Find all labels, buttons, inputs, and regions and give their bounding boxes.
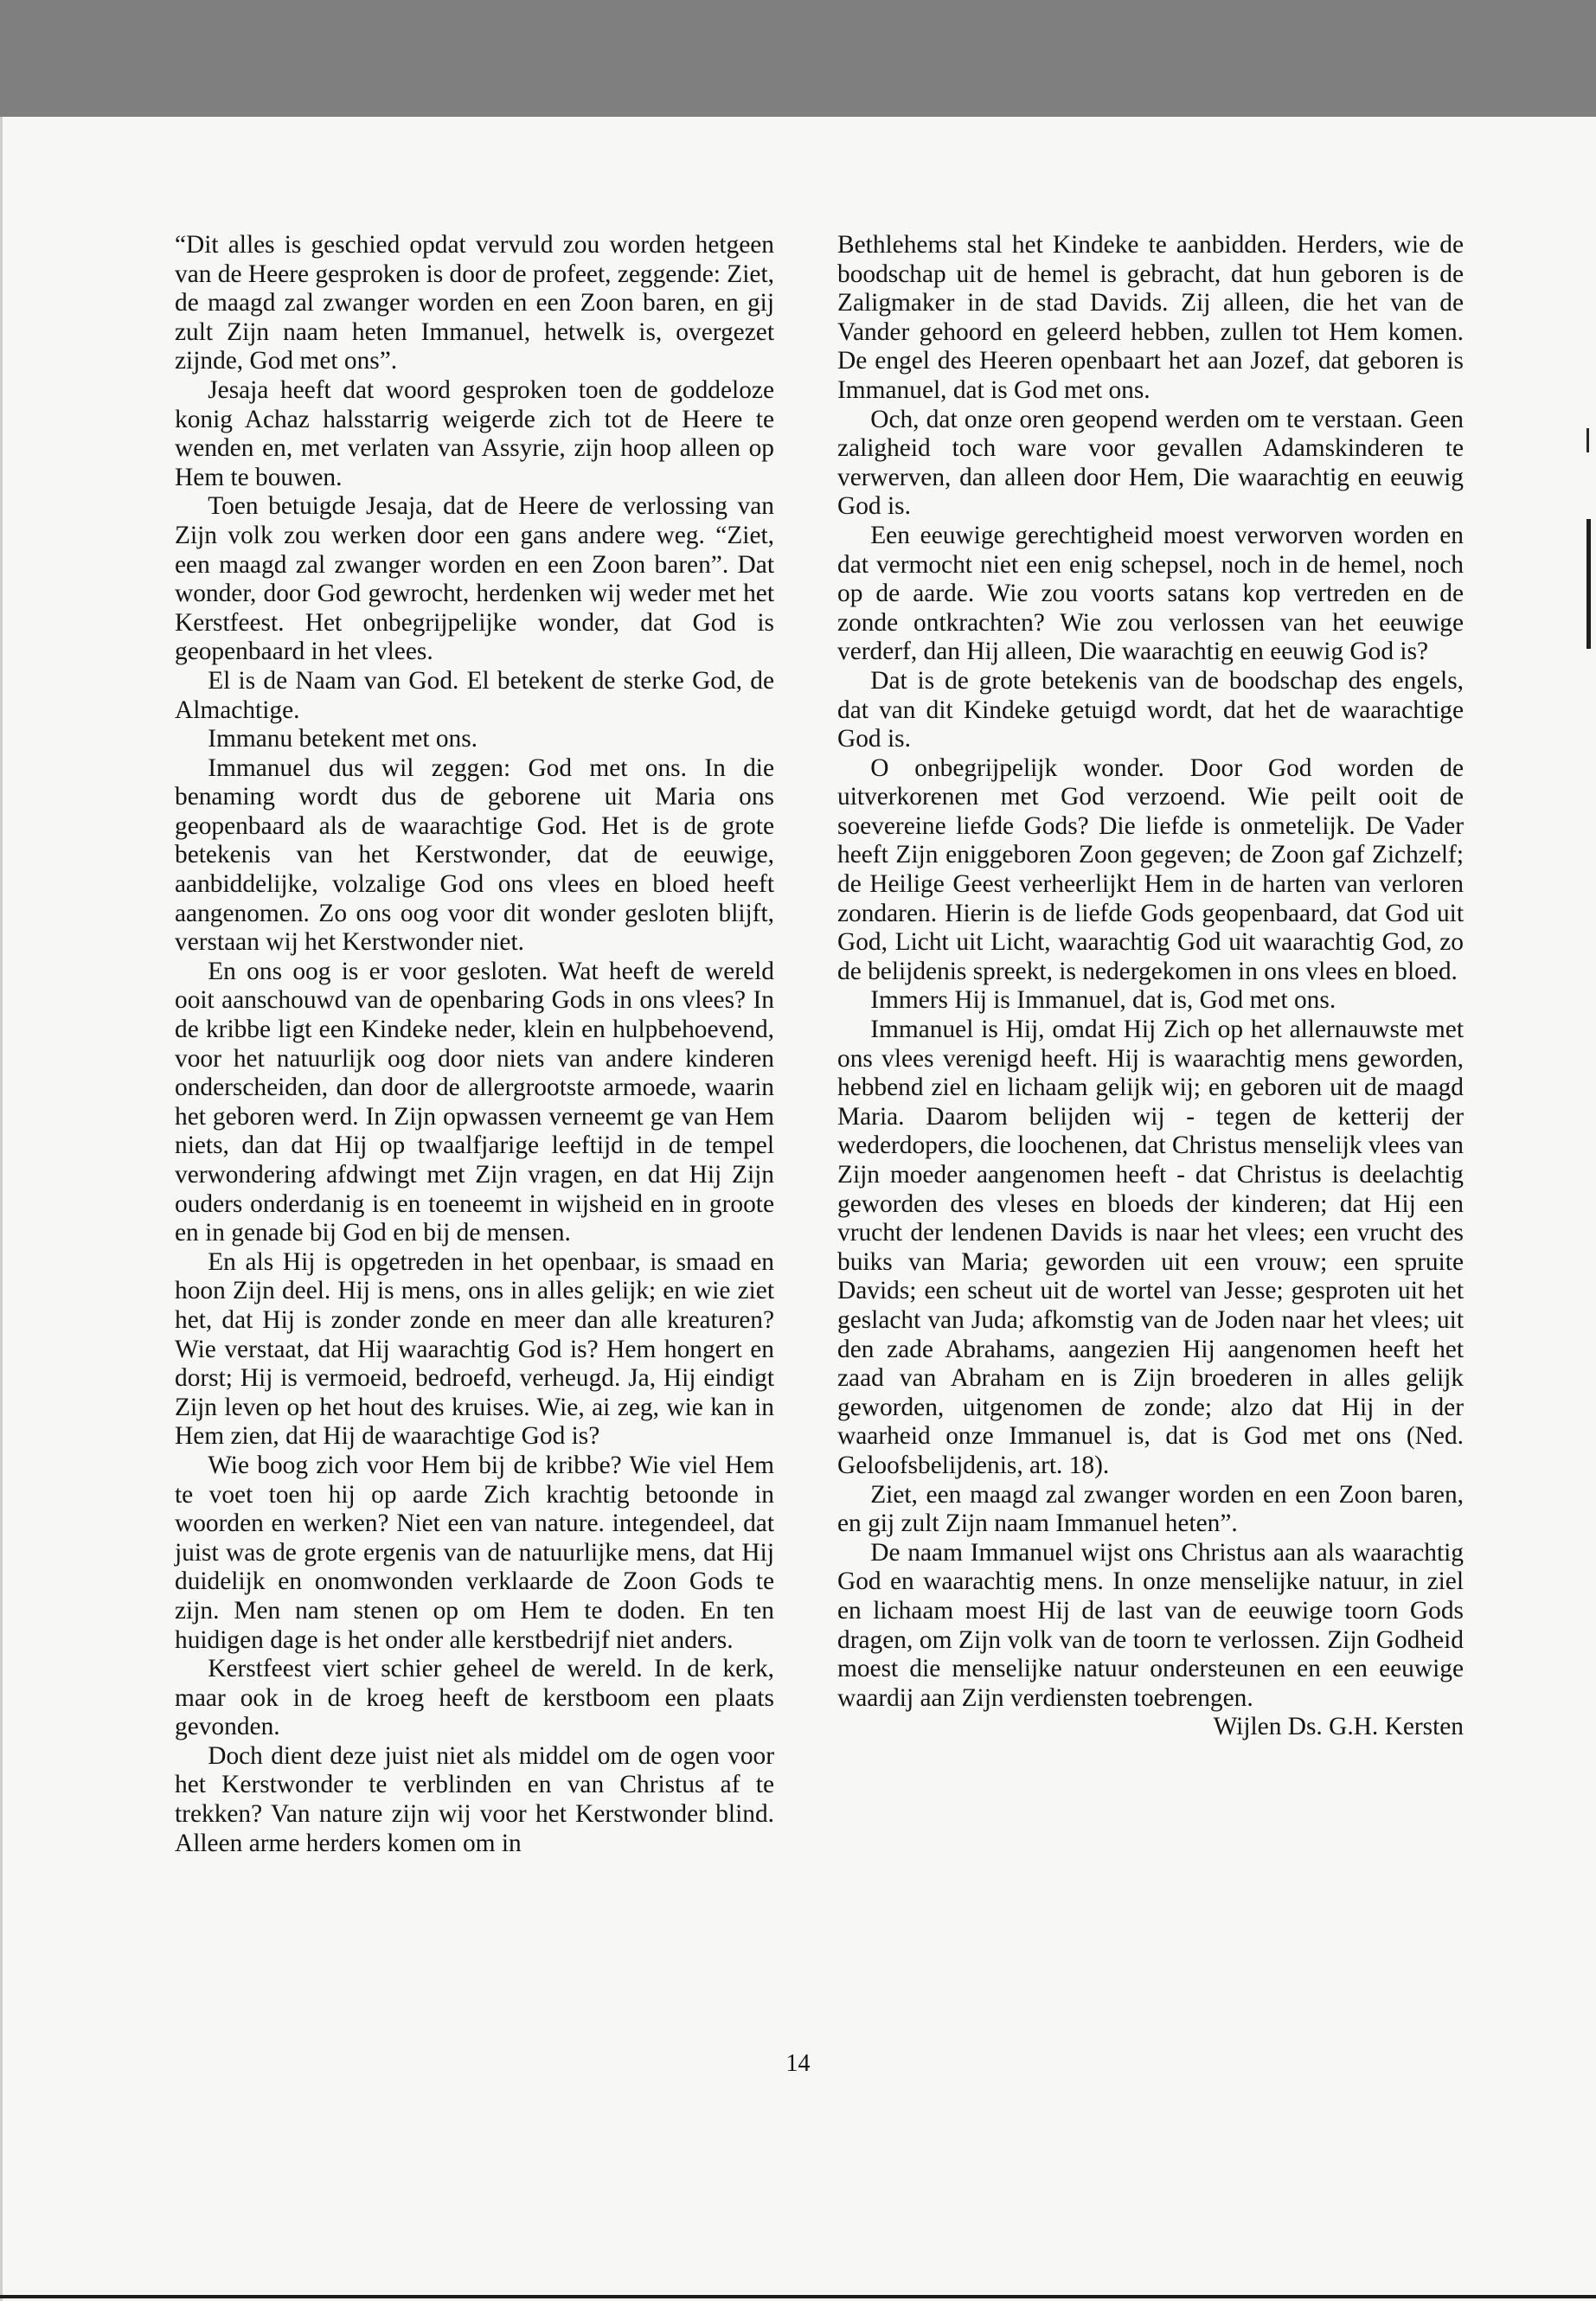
paragraph: Immanuel dus wil zeggen: God met ons. In die benaming wordt dus de geborene uit Maria ons geopenbaard als de waarachtige God. Het is de grote betekenis van het Kerstwonder, dat de eeuwige, aanbiddelijke, volzalige God ons vlees en bloed heeft aangenomen. Zo ons oog voor dit wonder gesloten blijft, verstaan wij het Kerstwonder niet.: [175, 753, 774, 957]
paragraph: “Dit alles is geschied opdat vervuld zou worden hetgeen van de Heere gesproken is door de profeet, zeggende: Ziet, de maagd zal zwanger worden en een Zoon baren, en gij zult Zijn naam heten Immanuel, hetwelk is, overgezet zijnde, God met ons”.: [175, 231, 774, 375]
paragraph: Doch dient deze juist niet als middel om de ogen voor het Kerstwonder te verblinden en van Christus af te trekken? Van nature zijn wij voor het Kerstwonder blind. Alleen arme herders komen om in: [175, 1741, 774, 1857]
paragraph: Ziet, een maagd zal zwanger worden en een Zoon baren, en gij zult Zijn naam Immanuel heten”.: [837, 1480, 1464, 1538]
signature: Wijlen Ds. G.H. Kersten: [1213, 1713, 1464, 1741]
paragraph: Jesaja heeft dat woord gesproken toen de goddeloze konig Achaz halsstarrig weigerde zich tot de Heere te wenden en, met verlaten van Assyrie, zijn hoop alleen op Hem te bouwen.: [175, 375, 774, 491]
paragraph: De naam Immanuel wijst ons Christus aan als waarachtig God en waarachtig mens. In onze menselijke natuur, in ziel en lichaam moest Hij de last van de eeuwige toorn Gods dragen, om Zijn volk van de toorn te verlossen. Zijn Godheid moest die menselijke natuur ondersteunen en een eeuwige waardij aan Zijn verdiensten toebrengen.: [837, 1538, 1464, 1712]
paragraph: Kerstfeest viert schier geheel de wereld. In de kerk, maar ook in de kroeg heeft de kerstboom een plaats gevonden.: [175, 1655, 774, 1741]
paragraph: Toen betuigde Jesaja, dat de Heere de verlossing van Zijn volk zou werken door een gans andere weg. “Ziet, een maagd zal zwanger worden en een Zoon baren”. Dat wonder, door God gewrocht, herdenken wij weder met het Kerstfeest. Het onbegrijpelijke wonder, dat God is geopenbaard in het vlees.: [175, 492, 774, 666]
paragraph: O onbegrijpelijk wonder. Door God worden de uitverkorenen met God verzoend. Wie peilt ooit de soevereine liefde Gods? Die liefde is onmetelijk. De Vader heeft Zijn eniggeboren Zoon gegeven; de Zoon gaf Zichzelf; de Heilige Geest verheerlijkt Hem in de harten van verloren zondaren. Hierin is de liefde Gods geopenbaard, dat God uit God, Licht uit Licht, waarachtig God uit waarachtig God, zo de belijdenis spreekt, is nedergekomen in ons vlees en bloed.: [837, 753, 1464, 985]
scan-edge-mark: [1586, 519, 1591, 649]
paragraph: Dat is de grote betekenis van de boodschap des engels, dat van dit Kindeke getuigd wordt, dat het de waarachtige God is.: [837, 666, 1464, 753]
paragraph: Immers Hij is Immanuel, dat is, God met ons.: [870, 986, 1336, 1015]
scan-edge-mark: [1586, 428, 1589, 452]
paragraph: Och, dat onze oren geopend werden om te verstaan. Geen zaligheid toch ware voor gevallen Adamskinderen te verwerven, dan alleen door Hem, Die waarachtig en eeuwig God is.: [837, 405, 1464, 521]
paragraph: Wie boog zich voor Hem bij de kribbe? Wie viel Hem te voet toen hij op aarde Zich krachtig betoonde in woorden en werken? Niet een van nature. integendeel, dat juist was de grote ergenis van de natuurlijke mens, dat Hij duidelijk en onomwonden verklaarde de Zoon Gods te zijn. Men nam stenen op om Hem te doden. En ten huidigen dage is het onder alle kerstbedrijf niet anders.: [175, 1451, 774, 1654]
paragraph: El is de Naam van God. El betekent de sterke God, de Almachtige.: [175, 666, 774, 724]
paragraph: Immanu betekent met ons.: [208, 725, 478, 753]
page: [0, 117, 1596, 2301]
left-column: [175, 231, 774, 1858]
right-column: [837, 231, 1464, 1742]
page-number: 14: [785, 2050, 811, 2077]
bottom-rule: [0, 2295, 1596, 2298]
paragraph: Een eeuwige gerechtigheid moest verworven worden en dat vermocht niet een enig schepsel, noch in de hemel, noch op de aarde. Wie zou voorts satans kop vertreden en de zonde ontkrachten? Wie zou verlossen van het eeuwige verderf, dan Hij alleen, Die waarachtig en eeuwig God is?: [837, 521, 1464, 666]
paragraph: En ons oog is er voor gesloten. Wat heeft de wereld ooit aanschouwd van de openbaring Gods in ons vlees? In de kribbe ligt een Kindeke neder, klein en hulpbehoevend, voor het natuurlijk oog door niets van andere kinderen onderscheiden, dan door de allergrootste armoede, waarin het geboren werd. In Zijn opwassen verneemt ge van Hem niets, dan dat Hij op twaalfjarige leeftijd in de tempel verwondering afdwingt met Zijn vragen, en dat Hij Zijn ouders onderdanig is en toeneemt in wijsheid en in groote en in genade bij God en bij de mensen.: [175, 957, 774, 1247]
paragraph: Immanuel is Hij, omdat Hij Zich op het allernauwste met ons vlees verenigd heeft. Hij is waarachtig mens geworden, hebbend ziel en lichaam gelijk wij; en geboren uit de maagd Maria. Daarom belijden wij - tegen de ketterij der wederdopers, die loochenen, dat Christus menselijk vlees van Zijn moeder aangenomen heeft - dat Christus is deelachtig geworden des vleses en bloeds der kinderen; dat Hij een vrucht der lendenen Davids is naar het vlees; een vrucht des buiks van Maria; geworden uit een vrouw; een spruite Davids; een scheut uit de wortel van Jesse; gesproten uit het geslacht van Juda; afkomstig van de Joden naar het vlees; uit den zade Abrahams, aangezien Hij aangenomen heeft het zaad van Abraham en is Zijn broederen in alles gelijk geworden, uitgenomen de zonde; alzo dat Hij in der waarheid onze Immanuel is, dat is God met ons (Ned. Geloofsbelijdenis, art. 18).: [837, 1016, 1464, 1479]
paragraph: Bethlehems stal het Kindeke te aanbidden. Herders, wie de boodschap uit de hemel is gebracht, dat hun geboren is de Zaligmaker in de stad Davids. Zij alleen, die het van de Vander gehoord en geleerd hebben, zullen tot Hem komen. De engel des Heeren openbaart het aan Jozef, dat geboren is Immanuel, dat is God met ons.: [837, 231, 1464, 404]
paragraph: En als Hij is opgetreden in het openbaar, is smaad en hoon Zijn deel. Hij is mens, ons in alles gelijk; en wie ziet het, dat Hij is zonder zonde en meer dan alle kreaturen? Wie verstaat, dat Hij waarachtig God is? Hem hongert en dorst; Hij is vermoeid, bedroefd, verheugd. Ja, Hij eindigt Zijn leven op het hout des kruises. Wie, ai zeg, wie kan in Hem zien, dat Hij de waarachtige God is?: [175, 1247, 774, 1451]
